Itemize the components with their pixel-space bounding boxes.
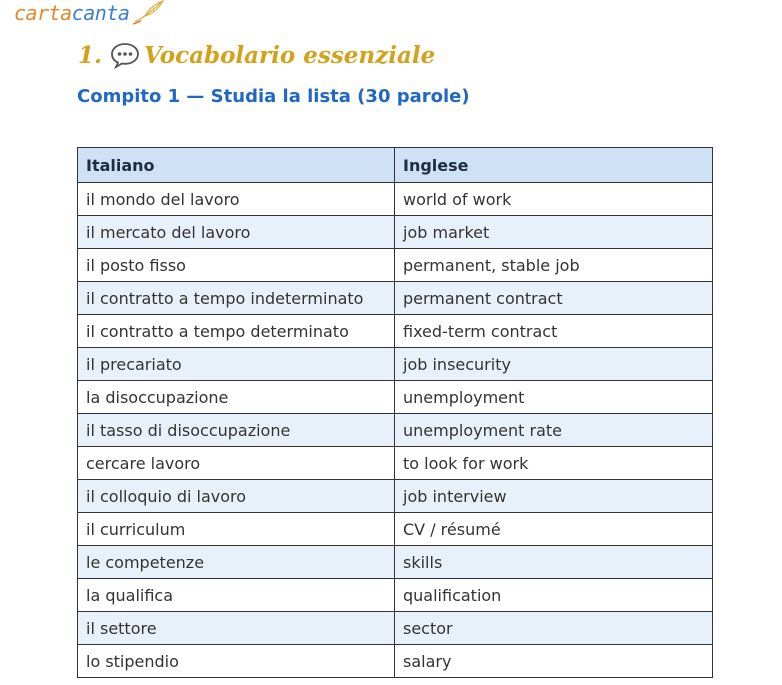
italian-term: il mondo del lavoro [78,183,395,216]
brand-logo [14,0,167,26]
italian-term: il precariato [78,348,395,381]
table-header-row [78,148,713,183]
italian-term: il posto fisso [78,249,395,282]
table-row [78,216,713,249]
english-term: job interview [395,480,713,513]
english-term: to look for work [395,447,713,480]
italian-term: cercare lavoro [78,447,395,480]
task-title: Compito 1 — Studia la lista (30 parole) [77,86,470,107]
italian-term: la disoccupazione [78,381,395,414]
english-term: sector [395,612,713,645]
italian-term: il tasso di disoccupazione [78,414,395,447]
quill-icon [131,0,167,26]
section-heading [78,36,435,74]
italian-term: il curriculum [78,513,395,546]
italian-term: il colloquio di lavoro [78,480,395,513]
english-term: CV / résumé [395,513,713,546]
table-row [78,546,713,579]
vocabulary-table [77,147,713,678]
table-row [78,645,713,678]
section-number: 1. [78,41,103,69]
brand-logo-carta: carta [14,1,72,25]
italian-term: il contratto a tempo determinato [78,315,395,348]
english-term: job market [395,216,713,249]
table-row [78,249,713,282]
english-term: permanent, stable job [395,249,713,282]
english-term: qualification [395,579,713,612]
table-row [78,480,713,513]
brand-logo-text [14,0,129,26]
english-term: fixed-term contract [395,315,713,348]
table-row [78,348,713,381]
italian-term: la qualifica [78,579,395,612]
section-title-text: Vocabolario essenziale [144,41,436,69]
english-term: job insecurity [395,348,713,381]
table-row [78,315,713,348]
english-term: unemployment rate [395,414,713,447]
table-row [78,183,713,216]
english-term: world of work [395,183,713,216]
english-term: skills [395,546,713,579]
italian-term: lo stipendio [78,645,395,678]
table-row [78,282,713,315]
column-header-english: Inglese [395,148,713,183]
column-header-italian: Italiano [78,148,395,183]
table-row [78,513,713,546]
speech-bubble-icon [110,41,140,69]
brand-logo-canta: canta [71,1,130,25]
table-row [78,579,713,612]
italian-term: il contratto a tempo indeterminato [78,282,395,315]
table-row [78,414,713,447]
english-term: unemployment [395,381,713,414]
italian-term: il settore [78,612,395,645]
table-row [78,447,713,480]
table-row [78,381,713,414]
english-term: permanent contract [395,282,713,315]
italian-term: le competenze [78,546,395,579]
english-term: salary [395,645,713,678]
italian-term: il mercato del lavoro [78,216,395,249]
table-row [78,612,713,645]
